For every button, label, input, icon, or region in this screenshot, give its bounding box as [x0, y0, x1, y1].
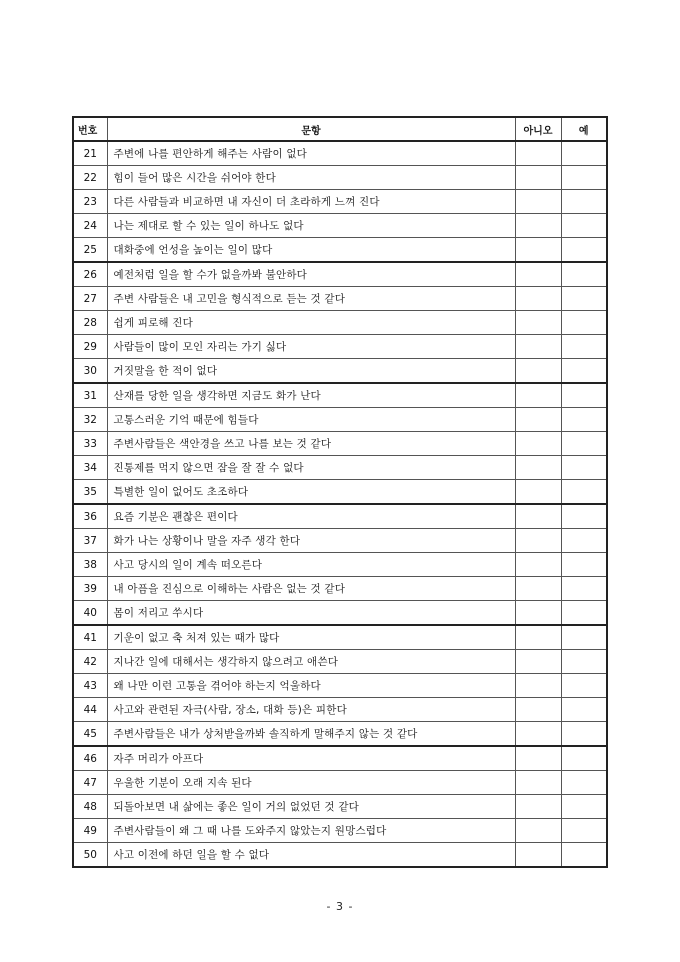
table-row: [73, 529, 607, 553]
answer-yes-cell[interactable]: [561, 262, 607, 287]
answer-yes-cell[interactable]: [561, 141, 607, 166]
item-text: 예전처럼 일을 할 수가 없을까봐 불안하다: [107, 262, 515, 287]
item-text: 산재를 당한 일을 생각하면 지금도 화가 난다: [107, 383, 515, 408]
table-row: [73, 504, 607, 529]
answer-yes-cell[interactable]: [561, 577, 607, 601]
answer-yes-cell[interactable]: [561, 480, 607, 505]
item-text: 요즘 기분은 괜찮은 편이다: [107, 504, 515, 529]
table-row: [73, 214, 607, 238]
answer-no-cell[interactable]: [515, 214, 561, 238]
item-number: 47: [73, 771, 107, 795]
answer-yes-cell[interactable]: [561, 601, 607, 626]
item-number: 31: [73, 383, 107, 408]
item-text: 쉽게 피로해 진다: [107, 311, 515, 335]
answer-no-cell[interactable]: [515, 504, 561, 529]
answer-yes-cell[interactable]: [561, 408, 607, 432]
header-item: 문항: [107, 117, 515, 141]
answer-yes-cell[interactable]: [561, 214, 607, 238]
answer-yes-cell[interactable]: [561, 746, 607, 771]
item-number: 32: [73, 408, 107, 432]
item-number: 26: [73, 262, 107, 287]
answer-yes-cell[interactable]: [561, 166, 607, 190]
item-number: 45: [73, 722, 107, 747]
answer-no-cell[interactable]: [515, 529, 561, 553]
item-text: 대화중에 언성을 높이는 일이 많다: [107, 238, 515, 263]
answer-yes-cell[interactable]: [561, 504, 607, 529]
answer-no-cell[interactable]: [515, 238, 561, 263]
answer-no-cell[interactable]: [515, 625, 561, 650]
answer-yes-cell[interactable]: [561, 650, 607, 674]
item-number: 42: [73, 650, 107, 674]
answer-no-cell[interactable]: [515, 141, 561, 166]
table-row: [73, 141, 607, 166]
table-row: [73, 553, 607, 577]
answer-no-cell[interactable]: [515, 795, 561, 819]
table-row: [73, 577, 607, 601]
answer-no-cell[interactable]: [515, 166, 561, 190]
item-number: 43: [73, 674, 107, 698]
item-number: 34: [73, 456, 107, 480]
item-number: 33: [73, 432, 107, 456]
item-text: 화가 나는 상황이나 말을 자주 생각 한다: [107, 529, 515, 553]
item-text: 내 아픔을 진심으로 이해하는 사람은 없는 것 같다: [107, 577, 515, 601]
item-text: 주변사람들이 왜 그 때 나를 도와주지 않았는지 원망스럽다: [107, 819, 515, 843]
item-text: 지나간 일에 대해서는 생각하지 않으려고 애쓴다: [107, 650, 515, 674]
answer-yes-cell[interactable]: [561, 674, 607, 698]
answer-no-cell[interactable]: [515, 335, 561, 359]
item-number: 48: [73, 795, 107, 819]
table-row: [73, 819, 607, 843]
item-number: 30: [73, 359, 107, 384]
header-yes: 예: [561, 117, 607, 141]
item-text: 나는 제대로 할 수 있는 일이 하나도 없다: [107, 214, 515, 238]
item-text: 다른 사람들과 비교하면 내 자신이 더 초라하게 느껴 진다: [107, 190, 515, 214]
item-number: 38: [73, 553, 107, 577]
table-row: [73, 480, 607, 505]
item-text: 사고와 관련된 자극(사람, 장소, 대화 등)은 피한다: [107, 698, 515, 722]
table-row: [73, 746, 607, 771]
item-text: 사고 당시의 일이 계속 떠오른다: [107, 553, 515, 577]
item-text: 진통제를 먹지 않으면 잠을 잘 잘 수 없다: [107, 456, 515, 480]
item-number: 28: [73, 311, 107, 335]
item-text: 왜 나만 이런 고통을 겪어야 하는지 억울하다: [107, 674, 515, 698]
table-row: [73, 311, 607, 335]
table-row: [73, 238, 607, 263]
table-row: [73, 262, 607, 287]
answer-yes-cell[interactable]: [561, 843, 607, 868]
item-number: 37: [73, 529, 107, 553]
item-number: 35: [73, 480, 107, 505]
item-text: 사고 이전에 하던 일을 할 수 없다: [107, 843, 515, 868]
table-row: [73, 383, 607, 408]
item-text: 주변사람들은 색안경을 쓰고 나를 보는 것 같다: [107, 432, 515, 456]
item-number: 44: [73, 698, 107, 722]
answer-no-cell[interactable]: [515, 771, 561, 795]
header-number: 번호: [73, 117, 107, 141]
answer-yes-cell[interactable]: [561, 383, 607, 408]
item-number: 46: [73, 746, 107, 771]
answer-no-cell[interactable]: [515, 650, 561, 674]
answer-no-cell[interactable]: [515, 698, 561, 722]
answer-yes-cell[interactable]: [561, 335, 607, 359]
answer-yes-cell[interactable]: [561, 795, 607, 819]
page-number: - 3 -: [326, 900, 354, 913]
table-row: [73, 771, 607, 795]
answer-yes-cell[interactable]: [561, 771, 607, 795]
table-row: [73, 432, 607, 456]
table-row: [73, 335, 607, 359]
answer-yes-cell[interactable]: [561, 432, 607, 456]
table-row: [73, 674, 607, 698]
item-text: 주변에 나를 편안하게 해주는 사람이 없다: [107, 141, 515, 166]
table-row: [73, 650, 607, 674]
table-row: [73, 795, 607, 819]
item-text: 되돌아보면 내 삶에는 좋은 일이 거의 없었던 것 같다: [107, 795, 515, 819]
answer-no-cell[interactable]: [515, 553, 561, 577]
answer-yes-cell[interactable]: [561, 625, 607, 650]
answer-yes-cell[interactable]: [561, 287, 607, 311]
answer-yes-cell[interactable]: [561, 311, 607, 335]
table-row: [73, 190, 607, 214]
item-text: 고통스러운 기억 때문에 힘들다: [107, 408, 515, 432]
item-number: 39: [73, 577, 107, 601]
table-header-row: [73, 117, 607, 141]
item-text: 주변사람들은 내가 상처받을까봐 솔직하게 말해주지 않는 것 같다: [107, 722, 515, 747]
survey-table: [72, 116, 608, 868]
answer-yes-cell[interactable]: [561, 819, 607, 843]
item-text: 거짓말을 한 적이 없다: [107, 359, 515, 384]
answer-no-cell[interactable]: [515, 819, 561, 843]
item-number: 36: [73, 504, 107, 529]
answer-no-cell[interactable]: [515, 408, 561, 432]
answer-no-cell[interactable]: [515, 190, 561, 214]
table-row: [73, 287, 607, 311]
answer-no-cell[interactable]: [515, 383, 561, 408]
answer-no-cell[interactable]: [515, 359, 561, 384]
item-number: 25: [73, 238, 107, 263]
answer-yes-cell[interactable]: [561, 553, 607, 577]
answer-no-cell[interactable]: [515, 674, 561, 698]
answer-no-cell[interactable]: [515, 480, 561, 505]
answer-yes-cell[interactable]: [561, 238, 607, 263]
answer-yes-cell[interactable]: [561, 456, 607, 480]
table-row: [73, 408, 607, 432]
answer-no-cell[interactable]: [515, 746, 561, 771]
answer-yes-cell[interactable]: [561, 529, 607, 553]
answer-no-cell[interactable]: [515, 262, 561, 287]
table-row: [73, 166, 607, 190]
table-row: [73, 601, 607, 626]
answer-yes-cell[interactable]: [561, 722, 607, 747]
survey-sheet: [72, 116, 606, 868]
item-text: 특별한 일이 없어도 초조하다: [107, 480, 515, 505]
item-number: 21: [73, 141, 107, 166]
answer-yes-cell[interactable]: [561, 698, 607, 722]
survey-body: [73, 141, 607, 867]
item-number: 49: [73, 819, 107, 843]
answer-no-cell[interactable]: [515, 287, 561, 311]
table-row: [73, 698, 607, 722]
table-row: [73, 722, 607, 747]
answer-no-cell[interactable]: [515, 456, 561, 480]
item-number: 50: [73, 843, 107, 868]
answer-no-cell[interactable]: [515, 722, 561, 747]
answer-no-cell[interactable]: [515, 843, 561, 868]
answer-yes-cell[interactable]: [561, 190, 607, 214]
table-row: [73, 843, 607, 868]
item-number: 27: [73, 287, 107, 311]
item-text: 몸이 저리고 쑤시다: [107, 601, 515, 626]
item-text: 우울한 기분이 오래 지속 된다: [107, 771, 515, 795]
item-number: 40: [73, 601, 107, 626]
table-row: [73, 359, 607, 384]
item-text: 주변 사람들은 내 고민을 형식적으로 듣는 것 같다: [107, 287, 515, 311]
answer-no-cell[interactable]: [515, 432, 561, 456]
item-number: 22: [73, 166, 107, 190]
item-text: 사람들이 많이 모인 자리는 가기 싫다: [107, 335, 515, 359]
item-number: 29: [73, 335, 107, 359]
answer-no-cell[interactable]: [515, 601, 561, 626]
item-number: 24: [73, 214, 107, 238]
answer-no-cell[interactable]: [515, 577, 561, 601]
item-text: 자주 머리가 아프다: [107, 746, 515, 771]
item-number: 41: [73, 625, 107, 650]
table-row: [73, 456, 607, 480]
header-no: 아니오: [515, 117, 561, 141]
answer-yes-cell[interactable]: [561, 359, 607, 384]
item-text: 기운이 없고 축 처져 있는 때가 많다: [107, 625, 515, 650]
item-text: 힘이 들어 많은 시간을 쉬어야 한다: [107, 166, 515, 190]
item-number: 23: [73, 190, 107, 214]
table-row: [73, 625, 607, 650]
answer-no-cell[interactable]: [515, 311, 561, 335]
